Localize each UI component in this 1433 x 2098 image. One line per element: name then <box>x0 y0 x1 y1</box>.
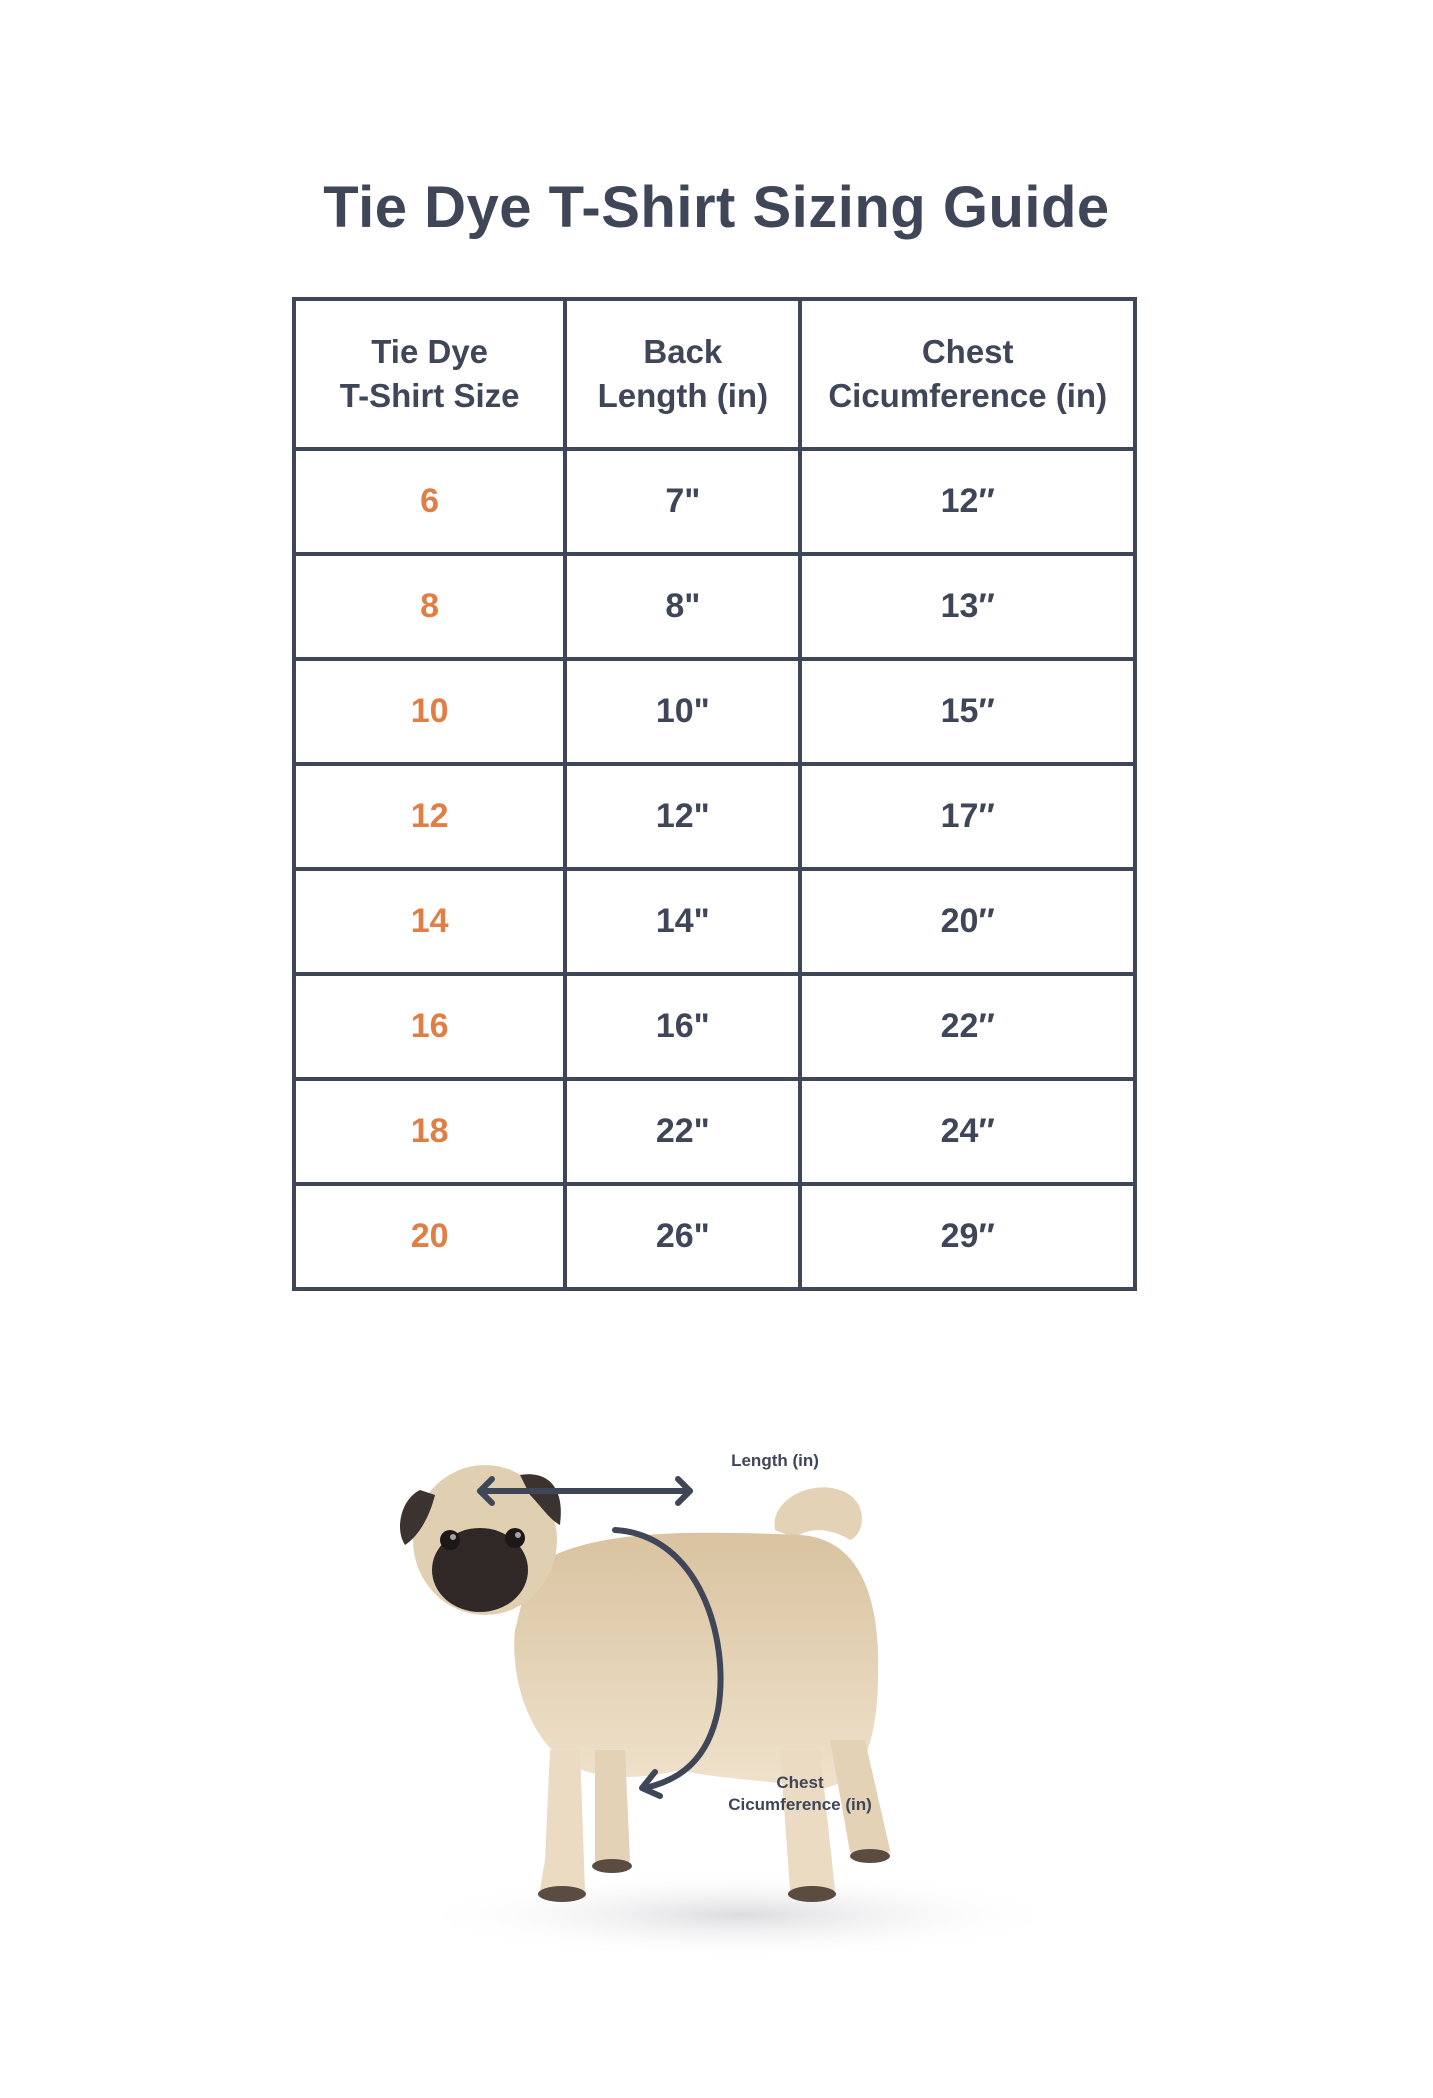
pug-front-leg-left <box>540 1750 585 1898</box>
table-row <box>294 449 1135 554</box>
length-label: Length (in) <box>731 1451 819 1470</box>
back-length-cell: 12" <box>565 764 800 869</box>
back-length-cell: 22" <box>565 1079 800 1184</box>
header-chest-circumference <box>800 299 1135 449</box>
pug-paw <box>592 1859 632 1873</box>
chest-cell: 17″ <box>800 764 1135 869</box>
table-row <box>294 869 1135 974</box>
chest-cell: 22″ <box>800 974 1135 1079</box>
back-length-cell: 16" <box>565 974 800 1079</box>
table-row <box>294 764 1135 869</box>
size-cell: 8 <box>294 554 565 659</box>
pug-paw <box>850 1849 890 1863</box>
table-row <box>294 1184 1135 1289</box>
chest-label-line1: Chest <box>776 1773 824 1792</box>
size-cell: 6 <box>294 449 565 554</box>
chest-cell: 15″ <box>800 659 1135 764</box>
header-chest-line1: Chest <box>921 333 1014 370</box>
table-row <box>294 974 1135 1079</box>
chest-cell: 13″ <box>800 554 1135 659</box>
header-back-line1: Back <box>643 333 723 370</box>
size-cell: 10 <box>294 659 565 764</box>
back-length-cell: 10" <box>565 659 800 764</box>
page-title: Tie Dye T-Shirt Sizing Guide <box>323 175 1110 240</box>
pug-paw <box>538 1886 586 1902</box>
floor-shadow <box>410 1870 1070 1960</box>
pug-tail <box>775 1487 862 1540</box>
size-cell: 14 <box>294 869 565 974</box>
back-length-cell: 7" <box>565 449 800 554</box>
header-chest-line2: Cicumference (in) <box>828 377 1108 414</box>
back-length-cell: 26" <box>565 1184 800 1289</box>
size-cell: 12 <box>294 764 565 869</box>
table-row <box>294 554 1135 659</box>
chest-cell: 20″ <box>800 869 1135 974</box>
header-size-line2: T-Shirt Size <box>339 377 520 414</box>
chest-label-line2: Cicumference (in) <box>728 1795 872 1814</box>
chest-cell: 29″ <box>800 1184 1135 1289</box>
size-cell: 20 <box>294 1184 565 1289</box>
pug-paw <box>788 1886 836 1902</box>
header-size <box>294 299 565 449</box>
back-length-cell: 8" <box>565 554 800 659</box>
size-cell: 16 <box>294 974 565 1079</box>
pug-front-leg-right <box>595 1750 630 1869</box>
pug-eye-left <box>440 1530 460 1550</box>
chest-cell: 12″ <box>800 449 1135 554</box>
header-back-length <box>565 299 800 449</box>
pug-illustration <box>380 1420 1080 1980</box>
header-size-line1: Tie Dye <box>371 333 489 370</box>
pug-eye-right <box>505 1528 525 1548</box>
measurement-figure <box>380 1420 1080 1980</box>
chest-circumference-label <box>700 1772 900 1816</box>
back-length-cell: 14" <box>565 869 800 974</box>
table-header-row <box>294 299 1135 449</box>
chest-cell: 24″ <box>800 1079 1135 1184</box>
table-row <box>294 1079 1135 1184</box>
size-cell: 18 <box>294 1079 565 1184</box>
table-row <box>294 659 1135 764</box>
sizing-table <box>292 297 1137 1291</box>
header-back-line2: Length (in) <box>597 377 769 414</box>
